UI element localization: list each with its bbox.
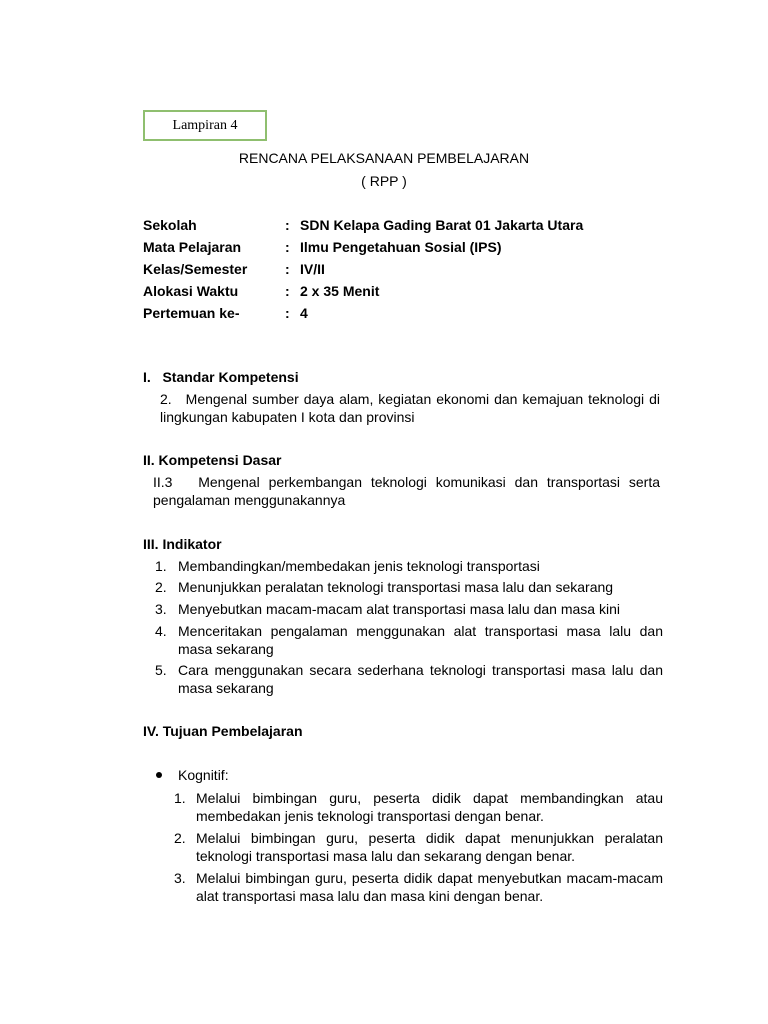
list-item <box>143 661 663 697</box>
identity-value: 4 <box>300 305 308 321</box>
identity-value: 2 x 35 Menit <box>300 283 380 299</box>
identity-colon: : <box>285 261 290 277</box>
list-text: Cara menggunakan secara sederhana teknologi transportasi masa lalu dan masa sekarang <box>178 662 663 696</box>
identity-label: Alokasi Waktu <box>143 283 239 299</box>
list-number: 2. <box>174 830 186 846</box>
identity-value: SDN Kelapa Gading Barat 01 Jakarta Utara <box>300 217 584 233</box>
identity-colon: : <box>285 239 290 255</box>
section-heading-indikator: III. Indikator <box>143 536 222 552</box>
list-text: Menceritakan pengalaman menggunakan alat transportasi masa lalu dan masa sekarang <box>178 623 663 657</box>
identity-value: IV/II <box>300 261 325 277</box>
identity-label: Kelas/Semester <box>143 261 248 277</box>
kompetensi-dasar-item <box>153 473 660 509</box>
identity-colon: : <box>285 217 290 233</box>
list-text: Menunjukkan peralatan teknologi transportasi masa lalu dan sekarang <box>178 579 614 595</box>
identity-row-sekolah <box>143 214 663 236</box>
bullet-dot-icon <box>156 772 162 778</box>
identity-label: Mata Pelajaran <box>143 239 242 255</box>
document-title: RENCANA PELAKSANAAN PEMBELAJARAN <box>238 150 530 166</box>
list-text: Melalui bimbingan guru, peserta didik dapat menyebutkan macam-macam alat transportasi masa lalu dan masa kini dengan benar. <box>196 870 663 904</box>
identity-block <box>143 214 663 324</box>
identity-row-alokasi-waktu <box>143 280 663 302</box>
identity-row-mata-pelajaran <box>143 236 663 258</box>
list-text: Mengenal perkembangan teknologi komunikasi dan transportasi serta pengalaman menggunakannya <box>153 474 661 508</box>
list-item <box>143 622 663 658</box>
list-number: 1. <box>174 790 186 806</box>
document-subtitle: ( RPP ) <box>361 173 407 189</box>
list-text: Menyebutkan macam-macam alat transportasi masa lalu dan masa kini <box>178 601 620 617</box>
list-text: Melalui bimbingan guru, peserta didik dapat membandingkan atau membedakan jenis teknologi transportasi dengan benar. <box>196 790 663 824</box>
identity-value: Ilmu Pengetahuan Sosial (IPS) <box>300 239 502 255</box>
list-item <box>143 578 663 596</box>
section-heading-kompetensi-dasar: II. Kompetensi Dasar <box>143 452 282 468</box>
identity-label: Sekolah <box>143 217 197 233</box>
identity-row-kelas-semester <box>143 258 663 280</box>
list-item <box>143 557 663 575</box>
list-number: 2. <box>155 579 167 595</box>
section-heading-tujuan-pembelajaran: IV. Tujuan Pembelajaran <box>143 723 303 739</box>
lampiran-label-box <box>143 110 267 141</box>
list-number: II.3 <box>153 474 173 490</box>
list-item <box>143 829 663 865</box>
list-number: 5. <box>155 662 167 678</box>
list-number: 1. <box>155 558 167 574</box>
identity-colon: : <box>285 305 290 321</box>
list-number: 2. <box>160 391 172 407</box>
standar-kompetensi-item <box>160 390 660 426</box>
list-item <box>143 789 663 825</box>
list-item <box>143 600 663 618</box>
lampiran-label: Lampiran 4 <box>172 117 238 133</box>
identity-label: Pertemuan ke- <box>143 305 240 321</box>
list-number: 3. <box>174 870 186 886</box>
bullet-label: Kognitif: <box>178 767 229 783</box>
identity-colon: : <box>285 283 290 299</box>
list-text: Melalui bimbingan guru, peserta didik dapat menunjukkan peralatan teknologi transportasi masa lalu dan sekarang dengan benar. <box>196 830 663 864</box>
identity-row-pertemuan <box>143 302 663 324</box>
list-text: Mengenal sumber daya alam, kegiatan ekonomi dan kemajuan teknologi di lingkungan kabupaten I kota dan provinsi <box>160 391 661 425</box>
list-item <box>143 869 663 905</box>
list-text: Membandingkan/membedakan jenis teknologi transportasi <box>178 558 540 574</box>
section-heading-standar-kompetensi: I. Standar Kompetensi <box>143 369 299 385</box>
list-number: 3. <box>155 601 167 617</box>
bullet-item-kognitif <box>143 766 229 784</box>
list-number: 4. <box>155 623 167 639</box>
